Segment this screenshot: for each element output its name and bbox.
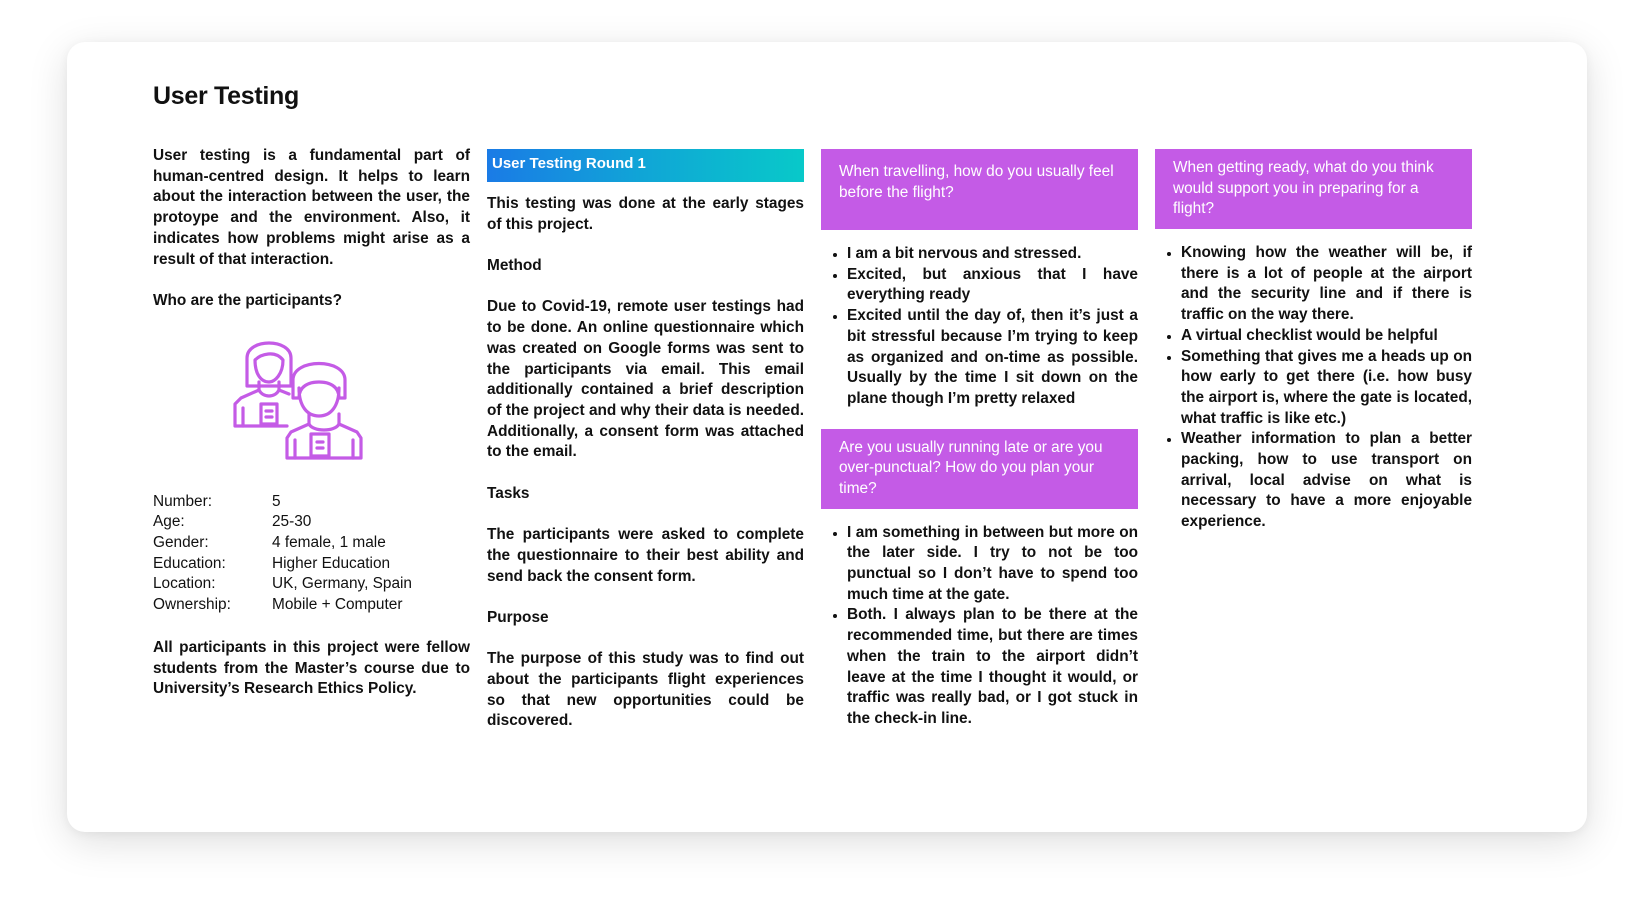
answer-list [821,244,1138,410]
list-item: • Excited until the day of, then it’s just a bit stressful because I’m trying to keep as organized and on-time as possible. Usually by the time I sit down on the plane though I’m pretty relaxed [847,306,1138,410]
question-box: When travelling, how do you usually feel before the flight? [821,149,1138,230]
detail-value: 4 female, 1 male [272,534,386,552]
detail-value: Higher Education [272,554,391,572]
detail-label: Number: [153,492,213,510]
detail-label: Education: [153,554,226,572]
detail-row [153,595,412,616]
answer-list [821,523,1138,730]
participant-details [153,492,412,616]
purpose-text: The purpose of this study was to find out about the participants flight experiences so that new opportunities could be discovered. [487,650,804,730]
question-box: When getting ready, what do you think would support you in preparing for a flight? [1155,149,1472,229]
detail-label: Ownership: [153,596,231,614]
detail-row [153,554,412,575]
list-item: • Both. I always plan to be there at the recommended time, but there are times when the train to the airport didn’t leave at the time I thought it would, or traffic was really bad, or I got stuck in the check-in line. [847,605,1138,729]
detail-row [153,492,412,513]
answer-list [1155,243,1472,533]
detail-label: Gender: [153,534,209,552]
intro-paragraph: User testing is a fundamental part of human-centred design. It helps to learn about the interaction between the user, the protoype and the environment. Also, it indicates how problems might arise as a result of that interaction. [153,147,470,268]
questions-column-b [1155,149,1472,533]
round-column [487,149,804,732]
list-item: • I am a bit nervous and stressed. [847,244,1138,265]
tasks-heading: Tasks [487,484,530,502]
tasks-text: The participants were asked to complete the questionnaire to their best ability and send back the consent form. [487,526,804,585]
intro-column [153,146,470,700]
round-heading: User Testing Round 1 [487,149,804,182]
list-item: • Something that gives me a heads up on how early to get there (i.e. how busy the airport is, where the gate is located, what traffic is like etc.) [1181,347,1472,430]
detail-value: 5 [272,492,281,510]
method-heading: Method [487,257,542,275]
detail-row [153,533,412,554]
list-item: • A virtual checklist would be helpful [1181,326,1472,347]
detail-label: Age: [153,513,185,531]
closing-paragraph: All participants in this project were fellow students from the Master’s course due to University’s Research Ethics Policy. [153,638,470,698]
question-box: Are you usually running late or are you over-punctual? How do you plan your time? [821,429,1138,509]
method-text: Due to Covid-19, remote user testings had to be done. An online questionnaire which was created on Google forms was sent to the participants via email. This email additionally contained a brief description of the project and why their data is needed. Additionally, a consent form was attached to the email. [487,298,804,461]
detail-row [153,512,412,533]
purpose-heading: Purpose [487,608,549,626]
list-item: • Excited, but anxious that I have everything ready [847,265,1138,306]
detail-value: UK, Germany, Spain [272,575,412,593]
list-item: • I am something in between but more on the later side. I try to not be too punctual so I don’t have to spend too much time at the gate. [847,523,1138,606]
detail-label: Location: [153,575,216,593]
round-intro: This testing was done at the early stages of this project. [487,195,804,233]
participants-heading: Who are the participants? [153,291,342,309]
detail-row [153,574,412,595]
list-item: • Weather information to plan a better packing, how to use transport on arrival, local advise on what is necessary to have a more enjoyable experience. [1181,429,1472,533]
list-item: • Knowing how the weather will be, if there is a lot of people at the airport and the security line and if there is traffic on the way there. [1181,243,1472,326]
detail-value: 25-30 [272,513,312,531]
questions-column-a [821,149,1138,730]
users-icon [233,328,368,463]
detail-value: Mobile + Computer [272,596,403,614]
page-title: User Testing [153,82,299,110]
